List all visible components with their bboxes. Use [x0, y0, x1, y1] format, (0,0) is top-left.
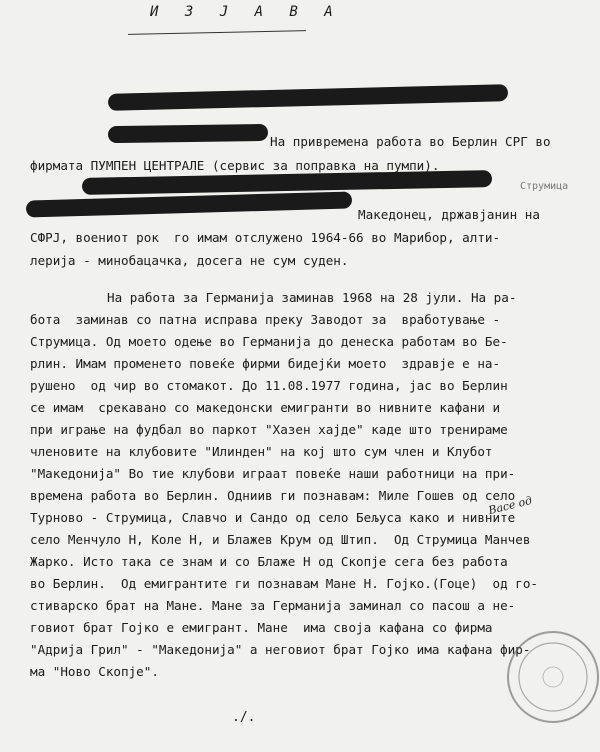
- official-stamp: [504, 628, 600, 726]
- paragraph-line: "Адрија Грил" - "Македонија" а неговиот брат Гојко има кафана фир-: [30, 642, 531, 657]
- text-line: Македонец, државјанин на: [358, 207, 540, 222]
- paragraph-line: се имам срекавано со македонски емигранти во нивните кафани и: [30, 400, 501, 415]
- paragraph-line: стиварско брат на Мане. Мане за Германија заминал со пасош а не-: [30, 598, 516, 613]
- paragraph-line: при играње на фудбал во паркот "Хазен хајде" каде што тренираме: [30, 422, 508, 437]
- paragraph-line: во Берлин. Од емигрантите ги познавам Мане Н. Гојко.(Гоце) од го-: [30, 576, 538, 591]
- paragraph-line: На работа за Германија заминав 1968 на 28 јули. На ра-: [107, 290, 517, 305]
- redaction-bar: [108, 124, 268, 143]
- text-line: На привремена работа во Берлин СРГ во: [270, 134, 551, 149]
- redaction-bar: [26, 191, 352, 217]
- title-underline: [128, 30, 306, 35]
- paragraph-line: бота заминав со патна исправа преку Заводот за вработување -: [30, 312, 501, 327]
- handwritten-note: Васе од: [487, 493, 534, 518]
- paragraph-line: членовите на клубовите "Илинден" на кој што сум член и Клубот: [30, 444, 493, 459]
- paragraph-line: "Македонија" Во тие клубови играат повеќе наши работници на при-: [30, 466, 516, 481]
- text-line: СФРЈ, воениот рок го имам отслужено 1964-66 во Марибор, алти-: [30, 230, 501, 245]
- paragraph-line: рушено од чир во стомакот. До 11.08.1977 година, јас во Берлин: [30, 378, 508, 393]
- document-title: И З Ј А В А: [150, 4, 342, 20]
- redaction-bar: [108, 84, 508, 111]
- paragraph-line: говиот брат Гојко е емигрант. Мане има своја кафана со фирма: [30, 620, 493, 635]
- text-line-fragment: Струмица: [520, 181, 569, 192]
- paragraph-line: Турново - Струмица, Славчо и Сандо од село Бељуса како и нивните: [30, 510, 516, 525]
- text-line: лерија - минобацачка, досега не сум суден.: [30, 253, 349, 268]
- signoff-mark: ./.: [232, 710, 256, 725]
- paragraph-line: рлин. Имам променето повеќе фирми бидејќи моето здравје е на-: [30, 356, 501, 371]
- redaction-bar: [82, 170, 492, 195]
- paragraph-line: Струмица. Од моето одење во Германија до денеска работам во Бе-: [30, 334, 508, 349]
- paragraph-line: Жарко. Исто така се знам и со Блаже Н од Скопје сега без работа: [30, 554, 508, 569]
- text-line: фирмата ПУМПЕН ЦЕНТРАЛЕ (сервис за поправка на пумпи).: [30, 158, 440, 173]
- paragraph-line: ма "Ново Скопје".: [30, 664, 159, 679]
- paragraph-line: времена работа во Берлин. Одниив ги познавам: Миле Гошев од село: [30, 488, 516, 503]
- paragraph-line: село Менчуло Н, Коле Н, и Блажев Крум од Штип. Од Струмица Манчев: [30, 532, 531, 547]
